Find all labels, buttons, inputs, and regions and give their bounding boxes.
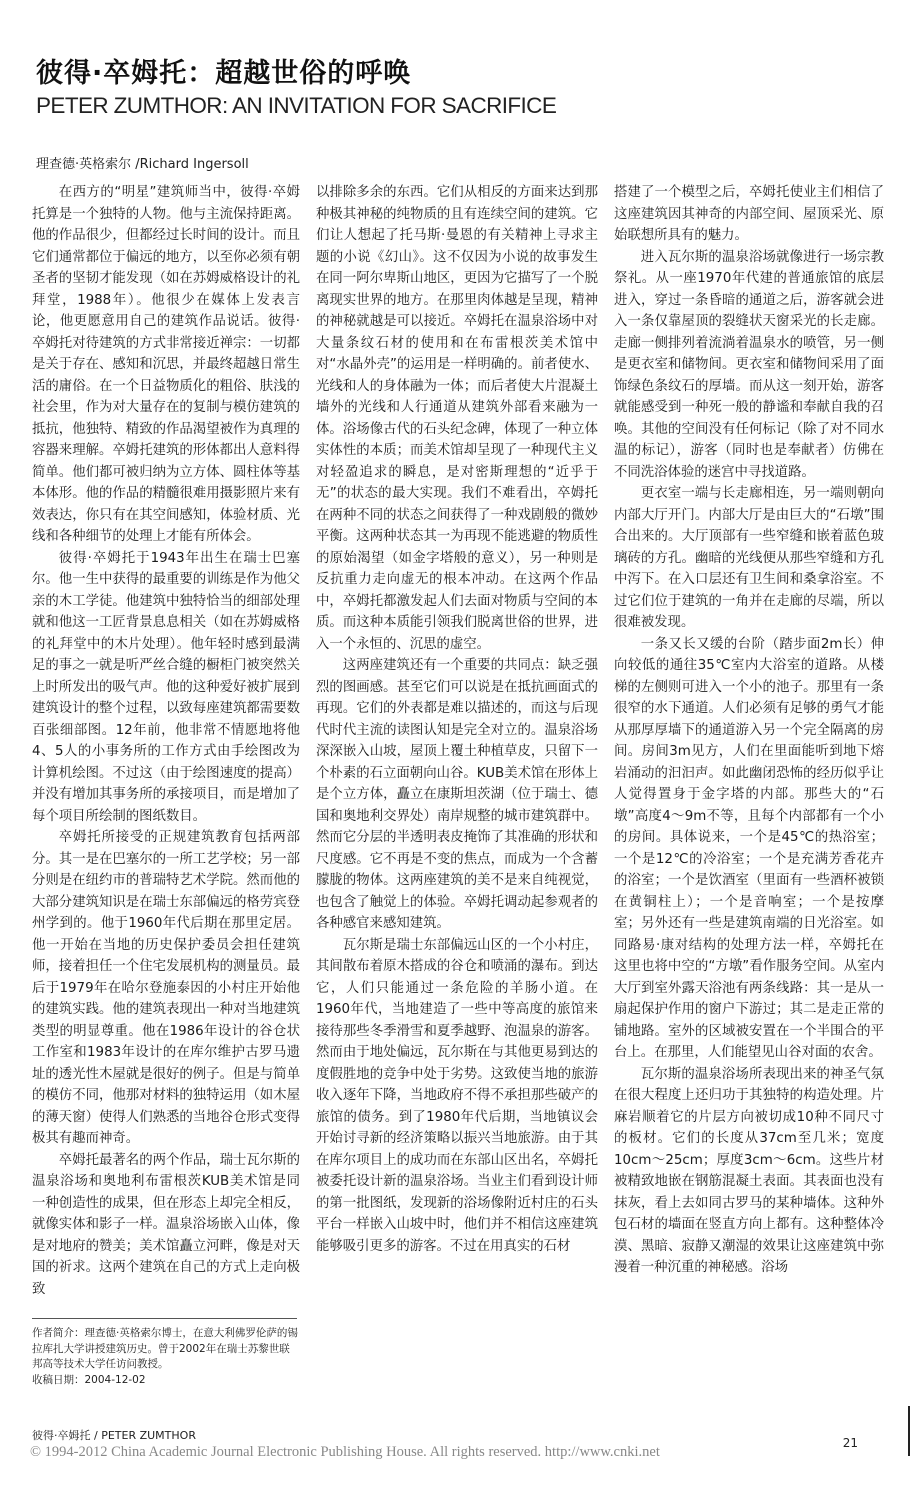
author-bio: 作者简介：理查德·英格索尔博士，在意大利佛罗伦萨的锡拉库扎大学讲授建筑历史。曾于2002年在瑞士苏黎世联邦高等技术大学任访问教授。: [32, 1327, 298, 1370]
paragraph: 以排除多余的东西。它们从相反的方面来达到那种极其神秘的纯物质的且有连续空间的建筑。它们让人想起了托马斯·曼恩的有关精神上寻求主题的小说《幻山》。这不仅因为小说的故事发生在同一阿尔卑斯山地区，更因为它描写了一个脱离现实世界的地方。在那里肉体越是呈现，精神的神秘就越是可以接近。卒姆托在温泉浴场中对大量条纹石材的使用和在布雷根茨美术馆中对“水晶外壳”的运用是一样明确的。前者使水、光线和人的身体融为一体；而后者使大片混凝土墙外的光线和人行通道从建筑外部看来融为一体。浴场像古代的石头纪念碑，体现了一种立体实体性的本质；而美术馆却呈现了一种现代主义对轻盈追求的瞬息，是对密斯理想的“近乎于无”的状态的最大实现。我们不难看出，卒姆托在两种不同的状态之间获得了一种戏剧般的微妙平衡。这两种状态其一为再现不能逃避的物质性的原始渴望（如金字塔般的意义），另一种则是反抗重力走向虚无的根本冲动。在这两个作品中，卒姆托都激发起人们去面对物质与空间的本质。而这种本质能引领我们脱离世俗的世界，进入一个永恒的、沉思的虚空。: [316, 185, 598, 652]
paragraph: 彼得·卒姆托于1943年出生在瑞士巴塞尔。他一生中获得的最重要的训练是作为他父亲的木工学徒。他建筑中独特恰当的细部处理就和他这一工匠背景息息相关（如在苏姆威格的礼拜堂中的木片处理）。他年轻时感到最满足的事之一就是听严丝合缝的橱柜门被突然关上时所发出的吸气声。他的这种爱好被扩展到建筑设计的整个过程，以致每座建筑都需要数百张细部图。12年前，他非常不情愿地将他4、5人的小事务所的工作方式由手绘图改为计算机绘图。不过这（由于绘图速度的提高）并没有增加其事务所的承接项目，而是增加了每个项目所绘制的图纸数目。: [32, 550, 300, 824]
paragraph: 一条又长又缓的台阶（踏步面2m长）伸向较低的通往35℃室内大浴室的道路。从楼梯的左侧则可进入一个小的池子。那里有一条很窄的水下通道。人们必须有足够的勇气才能从那厚厚墙下的通道游入另一个完全隔离的房间。房间3m见方，人们在里面能听到地下熔岩涌动的汩汩声。如此幽闭恐怖的经历似乎让人觉得置身于金字塔的内部。那些大的“石墩”高度4～9m不等，且每个内部都有一个小的房间。具体说来，一个是45℃的热浴室；一个是12℃的冷浴室；一个是充满芳香花卉的浴室；一个是饮酒室（里面有一些酒杯被锁在黄铜柱上）；一个是音响室；一个是按摩室；另外还有一些是建筑南端的日光浴室。如同路易·康对结构的处理方法一样，卒姆托在这里也将中空的“方墩”看作服务空间。从室内大厅到室外露天浴池有两条线路：其一是从一扇起保护作用的窗户下游过；其二是走正常的铺地路。室外的区域被安置在一个半围合的平台上。在那里，人们能望见山谷对面的农舍。: [614, 636, 884, 1060]
paragraph: 这两座建筑还有一个重要的共同点：缺乏强烈的图画感。甚至它们可以说是在抵抗画面式的再现。它们的外表都是难以描述的，而这与后现代时代主流的读图认知是完全对立的。温泉浴场深深嵌入山坡，屋顶上覆土种植草皮，只留下一个朴素的石立面朝向山谷。KUB美术馆在形体上是个立方体，矗立在康斯坦茨湖（位于瑞士、德国和奥地利交界处）南岸规整的城市建筑群中。然而它分层的半透明表皮掩饰了其准确的形状和尺度感。它不再是不变的焦点，而成为一个含蓄朦胧的物体。这两座建筑的美不是来自纯视觉，也包含了触觉上的体验。卒姆托调动起参观者的各种感官来感知建筑。: [316, 658, 598, 931]
page-footer: [32, 1428, 882, 1461]
footnote: [32, 1326, 298, 1388]
paragraph: 瓦尔斯是瑞士东部偏远山区的一个小村庄，其间散布着原木搭成的谷仓和喷涌的瀑布。到达它，人们只能通过一条危险的羊肠小道。在1960年代，当地建造了一些中等高度的旅馆来接待那些冬季滑雪和夏季越野、泡温泉的游客。然而由于地处偏远，瓦尔斯在与其他更易到达的度假胜地的竞争中处于劣势。这致使当地的旅游收入逐年下降，当地政府不得不承担那些破产的旅馆的债务。到了1980年代后期，当地镇议会开始讨寻新的经济策略以振兴当地旅游。由于其在库尔项目上的成功而在东部山区出名，卒姆托被委托设计新的温泉浴场。当业主们看到设计师的第一批图纸，发现新的浴场像附近村庄的石头平台一样嵌入山坡中时，他们并不相信这座建筑能够吸引更多的游客。不过在用真实的石材: [316, 937, 598, 1254]
page-number: 21: [842, 1436, 858, 1450]
running-head: 彼得·卒姆托 / PETER ZUMTHOR: [32, 1429, 196, 1442]
article-title-en: PETER ZUMTHOR: AN INVITATION FOR SACRIFICE: [36, 93, 557, 118]
article-title-zh: 彼得·卒姆托：超越世俗的呼唤: [36, 58, 412, 89]
text-column-1: [32, 182, 300, 1388]
text-column-3: [614, 182, 884, 1279]
page-edge-mark: [908, 1406, 910, 1456]
text-column-2: [316, 182, 598, 1257]
paragraph: 在西方的“明星”建筑师当中，彼得·卒姆托算是一个独特的人物。他与主流保持距离。他的作品很少，但都经过长时间的设计。而且它们通常都位于偏远的地方，以至你必须有朝圣者的坚韧才能发现（如在苏姆威格设计的礼拜堂，1988年）。他很少在媒体上发表言论，他更愿意用自己的建筑作品说话。彼得·卒姆托对待建筑的方式非常接近禅宗：一切都是关于存在、感知和沉思，并最终超越日常生活的庸俗。在一个日益物质化的粗俗、肤浅的社会里，作为对大量存在的复制与模仿建筑的抵抗，他独特、精致的作品渴望被作为真理的容器来理解。卒姆托建筑的形体都出人意料得简单。他们都可被归纳为立方体、圆柱体等基本体形。他的作品的精髓很难用摄影照片来有效表达，你只有在其空间感知，体验材质、光线和各种细节的处理上才能有所体会。: [32, 185, 300, 544]
received-date: 收稿日期：2004-12-02: [32, 1373, 146, 1386]
paragraph: 更衣室一端与长走廊相连，另一端则朝向内部大厅开门。内部大厅是由巨大的“石墩”围合出来的。大厅顶部有一些窄缝和嵌着蓝色玻璃砖的方孔。幽暗的光线便从那些窄缝和方孔中泻下。在入口层还有卫生间和桑拿浴室。不过它们位于建筑的一角并在走廊的尽端，所以很难被发现。: [614, 486, 884, 630]
article-body: [32, 182, 882, 1388]
paragraph: 卒姆托所接受的正规建筑教育包括两部分。其一是在巴塞尔的一所工艺学校；另一部分则是在纽约市的普瑞特艺术学院。然而他的大部分建筑知识是在瑞士东部偏远的格劳宾登州学到的。他于1960年代后期在那里定居。他一开始在当地的历史保护委员会担任建筑师，接着担任一个住宅发展机构的测量员。最后于1979年在哈尔登施泰因的小村庄开始他的建筑实践。他的建筑表现出一种对当地建筑类型的明显尊重。他在1986年设计的谷仓状工作室和1983年设计的在库尔维护古罗马遗址的透光性木屋就是很好的例子。但是与简单的模仿不同，他那对材料的独特运用（如木屋的薄天窗）使得人们熟悉的当地谷仓形式变得极其有趣而神奇。: [32, 830, 300, 1146]
paragraph: 瓦尔斯的温泉浴场所表现出来的神圣气氛在很大程度上还归功于其独特的构造处理。片麻岩顺着它的片层方向被切成10种不同尺寸的板材。它们的长度从37cm至几米；宽度10cm～25cm；厚度3cm～6cm。这些片材被精致地嵌在钢筋混凝土表面。其表面也没有抹灰，看上去如同古罗马的某种墙体。这种外包石材的墙面在竖直方向上都有。这种整体冷漠、黑暗、寂静又潮湿的效果让这座建筑中弥漫着一种沉重的神秘感。浴场: [614, 1066, 884, 1275]
author-line: 理查德·英格索尔 /Richard Ingersoll: [36, 157, 249, 172]
paragraph: 卒姆托最著名的两个作品，瑞士瓦尔斯的温泉浴场和奥地利布雷根茨KUB美术馆是同一种创造性的成果，但在形态上却完全相反，就像实体和影子一样。温泉浴场嵌入山体，像是对地府的赞美；美术馆矗立河畔，像是对天国的祈求。这两个建筑在自己的方式上走向极致: [32, 1152, 300, 1297]
paragraph: 进入瓦尔斯的温泉浴场就像进行一场宗教祭礼。从一座1970年代建的普通旅馆的底层进入，穿过一条昏暗的通道之后，游客就会进入一条仅靠屋顶的裂缝状天窗采光的长走廊。走廊一侧排列着流淌着温泉水的喷管，另一侧是更衣室和储物间。更衣室和储物间采用了面饰绿色条纹石的厚墙。而从这一刻开始，游客就能感受到一种死一般的静谧和奉献自我的召唤。其他的空间没有任何标记（除了对不同水温的标记），游客（同时也是奉献者）仿佛在不同洗浴体验的迷宫中寻找道路。: [614, 249, 884, 480]
footnote-divider: [32, 1318, 297, 1319]
copyright-watermark: © 1994-2012 China Academic Journal Electronic Publishing House. All rights reserved. http://www.cnki.net: [30, 1444, 660, 1460]
paragraph: 搭建了一个模型之后，卒姆托使业主们相信了这座建筑因其神奇的内部空间、屋顶采光、原始联想所具有的魅力。: [614, 185, 884, 243]
footer-left: [32, 1428, 660, 1461]
